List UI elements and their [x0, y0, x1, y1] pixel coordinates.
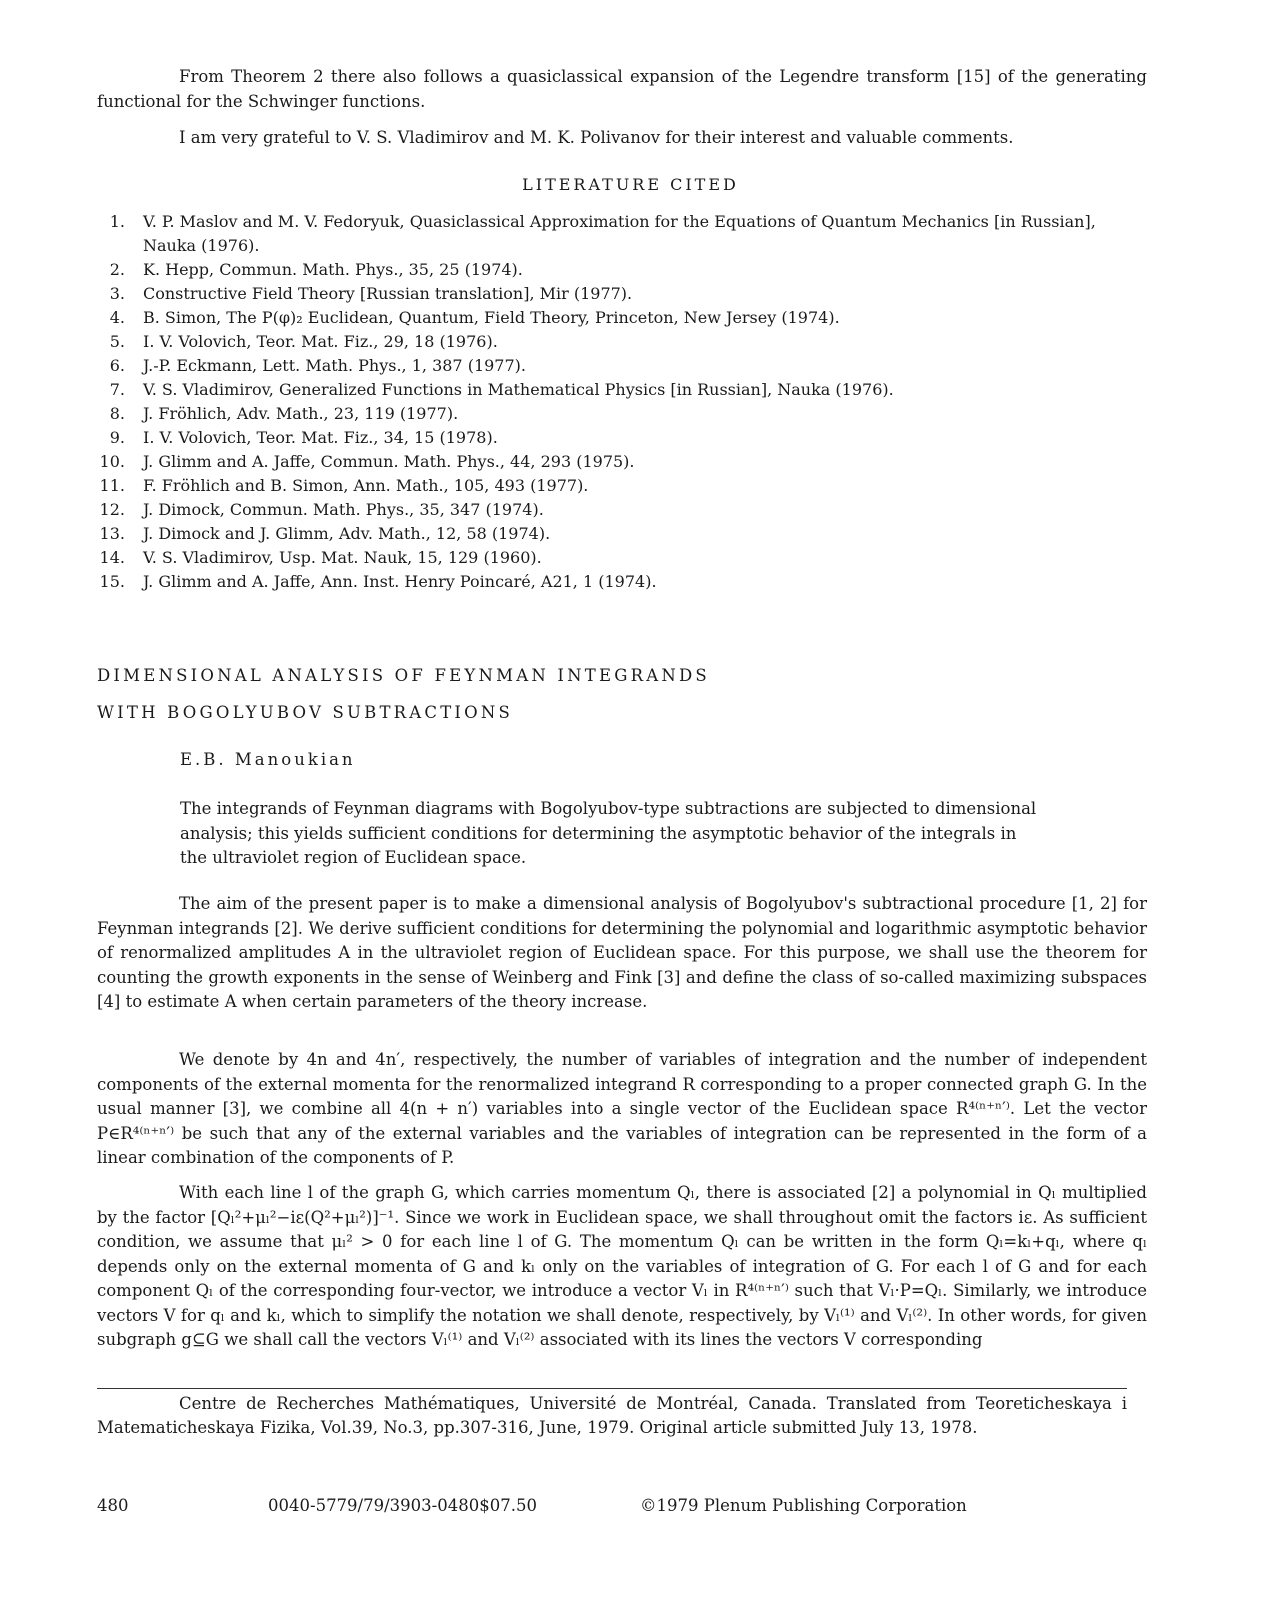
reference-item: 13. J. Dimock and J. Glimm, Adv. Math., 12, 58 (1974).	[99, 524, 551, 543]
copyright-notice: ©1979 Plenum Publishing Corporation	[640, 1496, 967, 1515]
intro-paragraph-2: I am very grateful to V. S. Vladimirov and M. K. Polivanov for their interest and valuable comments.	[179, 128, 1014, 147]
footnote: Centre de Recherches Mathématiques, Université de Montréal, Canada. Translated from Teoreticheskaya i Matematicheskaya Fizika, Vol.39, No.3, pp.307-316, June, 1979. Original article submitted July 13, 1978.	[97, 1394, 1127, 1437]
footnote-divider	[97, 1388, 1127, 1389]
reference-item: 8. J. Fröhlich, Adv. Math., 23, 119 (1977).	[109, 404, 459, 423]
reference-item: 10. J. Glimm and A. Jaffe, Commun. Math. Phys., 44, 293 (1975).	[99, 452, 635, 471]
page-number: 480	[97, 1496, 129, 1515]
body-paragraph-3: With each line l of the graph G, which carries momentum Qₗ, there is associated [2] a polynomial in Qₗ multiplied by the factor [Qₗ²+μₗ²−iε(Q²+μₗ²)]⁻¹. Since we work in Euclidean space, we shall throughout omit the factors iε. As sufficient condition, we assume that μₗ² > 0 for each line l of G. The momentum Qₗ can be written in the form Qₗ=kₗ+qₗ, where qₗ depends only on the external momenta of G and kₗ only on the variables of integration of G. For each l of G and for each component Qₗ of the corresponding four-vector, we introduce a vector Vₗ in R⁴⁽ⁿ⁺ⁿ′⁾ such that Vₗ·P=Qₗ. Similarly, we introduce vectors V for qₗ and kₗ, which to simplify the notation we shall denote, respectively, by Vₗ⁽¹⁾ and Vₗ⁽²⁾. In other words, for given subgraph g⊆G we shall call the vectors Vₗ⁽¹⁾ and Vₗ⁽²⁾ associated with its lines the vectors V corresponding	[97, 1183, 1147, 1349]
reference-item: 1. V. P. Maslov and M. V. Fedoryuk, Quasiclassical Approximation for the Equations of Quantum Mechanics [in Russian], Nauka (1976).	[109, 212, 1096, 255]
reference-item: 11. F. Fröhlich and B. Simon, Ann. Math., 105, 493 (1977).	[99, 476, 589, 495]
literature-heading: LITERATURE CITED	[522, 175, 739, 194]
reference-item: 3. Constructive Field Theory [Russian translation], Mir (1977).	[109, 284, 633, 303]
intro-paragraph-1: From Theorem 2 there also follows a quasiclassical expansion of the Legendre transform [15] of the generating functional for the Schwinger functions.	[97, 67, 1147, 111]
article-code: 0040-5779/79/3903-0480$07.50	[268, 1496, 537, 1515]
reference-item: 9. I. V. Volovich, Teor. Mat. Fiz., 34, 15 (1978).	[109, 428, 498, 447]
reference-item: 4. B. Simon, The P(φ)₂ Euclidean, Quantum, Field Theory, Princeton, New Jersey (1974).	[109, 308, 840, 327]
reference-item: 7. V. S. Vladimirov, Generalized Functions in Mathematical Physics [in Russian], Nauka (1976).	[109, 380, 894, 399]
article-author: E.B. Manoukian	[180, 750, 356, 769]
reference-list	[97, 210, 1097, 594]
body-paragraph-1: The aim of the present paper is to make a dimensional analysis of Bogolyubov's subtractional procedure [1, 2] for Feynman integrands [2]. We derive sufficient conditions for determining the polynomial and logarithmic asymptotic behavior of renormalized amplitudes A in the ultraviolet region of Euclidean space. For this purpose, we shall use the theorem for counting the growth exponents in the sense of Weinberg and Fink [3] and define the class of so-called maximizing subspaces [4] to estimate A when certain parameters of the theory increase.	[97, 894, 1147, 1011]
article-title-line-2: WITH BOGOLYUBOV SUBTRACTIONS	[97, 703, 514, 722]
reference-item: 5. I. V. Volovich, Teor. Mat. Fiz., 29, 18 (1976).	[109, 332, 498, 351]
reference-item: 6. J.-P. Eckmann, Lett. Math. Phys., 1, 387 (1977).	[109, 356, 526, 375]
reference-item: 2. K. Hepp, Commun. Math. Phys., 35, 25 (1974).	[109, 260, 523, 279]
reference-item: 14. V. S. Vladimirov, Usp. Mat. Nauk, 15, 129 (1960).	[99, 548, 542, 567]
article-title-line-1: DIMENSIONAL ANALYSIS OF FEYNMAN INTEGRANDS	[97, 666, 710, 685]
reference-item: 15. J. Glimm and A. Jaffe, Ann. Inst. Henry Poincaré, A21, 1 (1974).	[99, 572, 657, 591]
body-paragraph-2: We denote by 4n and 4n′, respectively, the number of variables of integration and the number of independent components of the external momenta for the renormalized integrand R corresponding to a proper connected graph G. In the usual manner [3], we combine all 4(n + n′) variables into a single vector of the Euclidean space R⁴⁽ⁿ⁺ⁿ′⁾. Let the vector P∈R⁴⁽ⁿ⁺ⁿ′⁾ be such that any of the external variables and the variables of integration can be represented in the form of a linear combination of the components of P.	[97, 1050, 1147, 1167]
article-abstract: The integrands of Feynman diagrams with Bogolyubov-type subtractions are subjected to dimensional analysis; this yields sufficient conditions for determining the asymptotic behavior of the integrals in the ultraviolet region of Euclidean space.	[180, 799, 1037, 867]
reference-item: 12. J. Dimock, Commun. Math. Phys., 35, 347 (1974).	[99, 500, 544, 519]
